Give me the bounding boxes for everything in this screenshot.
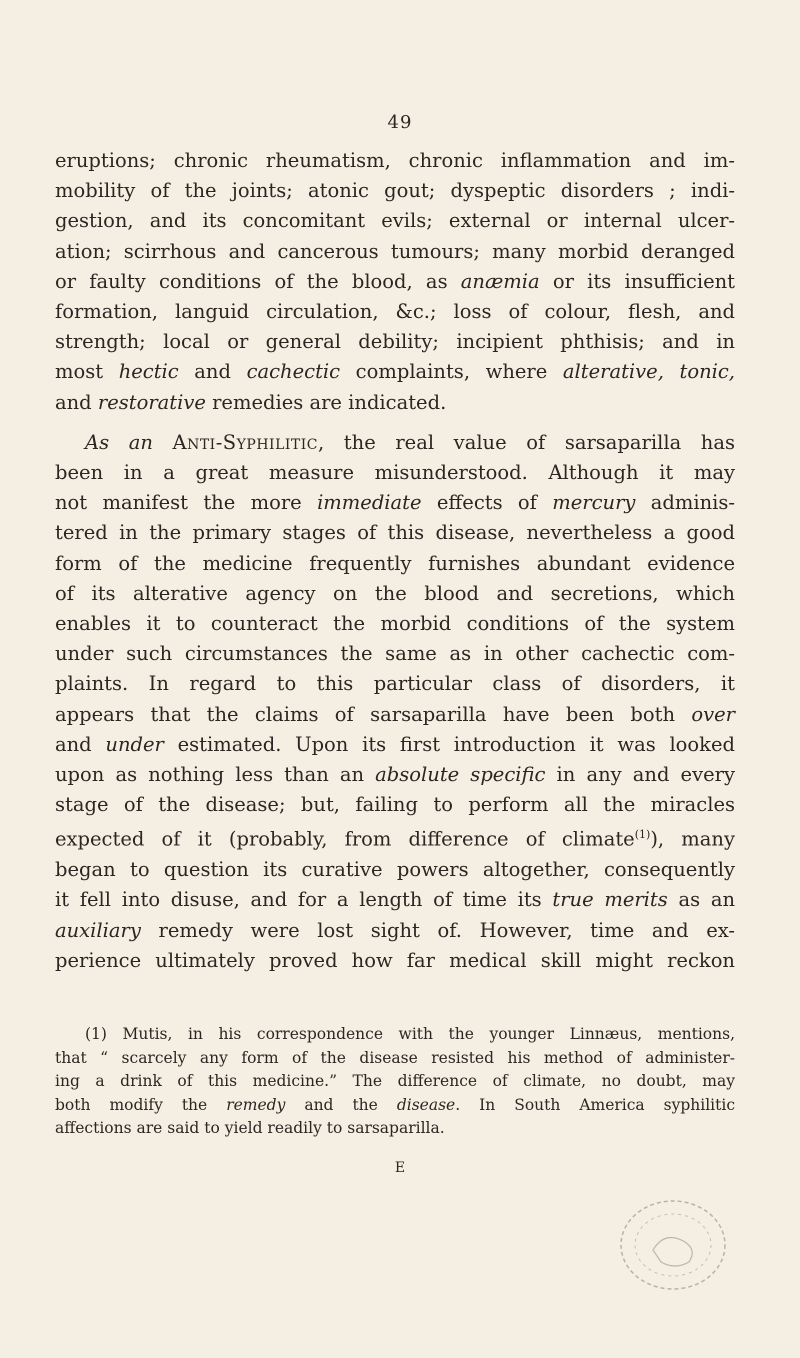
text-line: gestion, and its concomitant evils; external or internal ulcer- — [55, 209, 735, 233]
text-line: most hectic and cachectic complaints, where alterative, tonic, — [55, 360, 735, 384]
text-line: mobility of the joints; atonic gout; dyspeptic disorders ; indi- — [55, 179, 735, 203]
page-number: 49 — [387, 112, 413, 133]
text-line: form of the medicine frequently furnishes abundant evidence — [55, 551, 735, 575]
text-line: not manifest the more immediate effects of mercury adminis- — [55, 491, 735, 515]
signature-mark: E — [394, 1160, 406, 1176]
text-line: expected of it (probably, from difference of climate$^{(1)}$), many — [55, 827, 735, 851]
body-text — [55, 146, 735, 976]
text-line: upon as nothing less than an absolute specific in any and every — [55, 763, 735, 787]
footnote-marker: (1) — [634, 828, 651, 842]
footnote-line: that “ scarcely any form of the disease resisted his method of administer- — [55, 1048, 735, 1067]
text-line: formation, languid circulation, &c.; loss of colour, flesh, and — [55, 300, 735, 324]
text-line: of its alterative agency on the blood and secretions, which — [55, 581, 735, 605]
text-line: and restorative remedies are indicated. — [55, 390, 447, 414]
text-line: stage of the disease; but, failing to perform all the miracles — [55, 793, 735, 817]
text-line: under such circumstances the same as in other cachectic com- — [55, 642, 735, 666]
footnote-line: affections are said to yield readily to sarsaparilla. — [55, 1119, 445, 1137]
text-line: or faulty conditions of the blood, as anæmia or its insufficient — [55, 269, 736, 293]
text-line: plaints. In regard to this particular class of disorders, it — [55, 672, 735, 696]
footnote-line: both modify the remedy and the disease. In South America syphilitic — [55, 1095, 736, 1114]
text-line: ation; scirrhous and cancerous tumours; many morbid deranged — [55, 239, 735, 263]
text-line: eruptions; chronic rheumatism, chronic inflammation and im- — [55, 149, 735, 172]
text-line: As an Anti-Syphilitic, the real value of sarsaparilla has — [85, 430, 735, 454]
text-line: it fell into disuse, and for a length of time its true merits as an — [55, 888, 736, 912]
footnote-line: (1) Mutis, in his correspondence with the younger Linnæus, mentions, — [85, 1025, 735, 1043]
text-line: enables it to counteract the morbid conditions of the system — [55, 612, 735, 636]
text-line: and under estimated. Upon its first introduction it was looked — [55, 732, 735, 756]
text-line: began to question its curative powers altogether, consequently — [55, 858, 735, 882]
text-line: tered in the primary stages of this disease, nevertheless a good — [55, 521, 735, 545]
footnote — [55, 1023, 735, 1141]
text-line: appears that the claims of sarsaparilla have been both over — [55, 702, 735, 726]
text-line: strength; local or general debility; incipient phthisis; and in — [55, 330, 735, 354]
text-line: auxiliary remedy were lost sight of. However, time and ex- — [55, 918, 735, 942]
library-stamp-icon — [605, 1190, 735, 1300]
text-line: perience ultimately proved how far medical skill might reckon — [55, 948, 735, 972]
footnote-line: ing a drink of this medicine.” The difference of climate, no doubt, may — [55, 1072, 735, 1090]
text-line: been in a great measure misunderstood. Although it may — [55, 461, 735, 485]
